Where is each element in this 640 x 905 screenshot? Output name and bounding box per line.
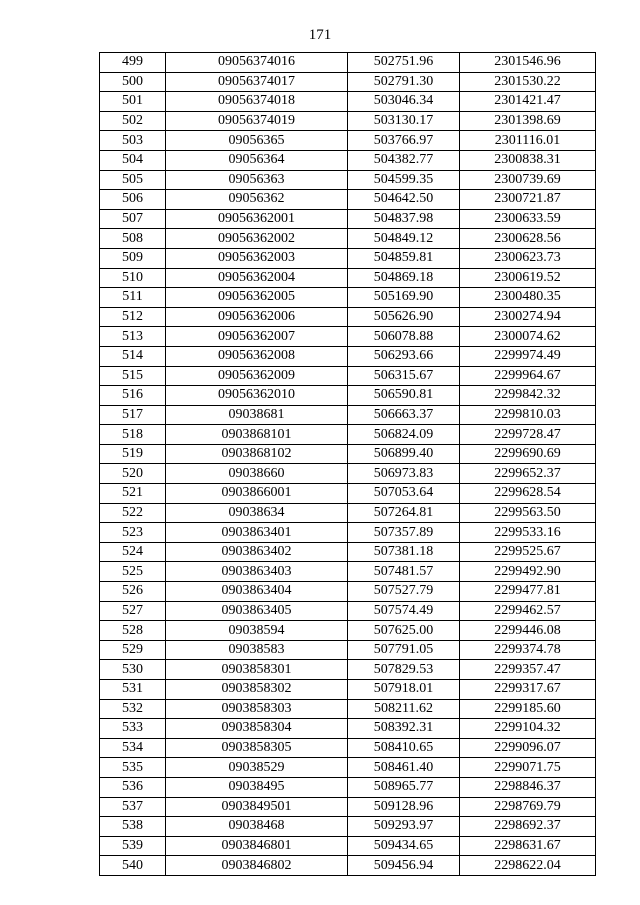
point-code-cell: 09056374018 [166, 92, 348, 112]
table-row [100, 131, 596, 151]
point-code-cell: 09056362004 [166, 268, 348, 288]
table-row [100, 601, 596, 621]
y-coordinate-cell: 2300074.62 [460, 327, 596, 347]
x-coordinate-cell: 508392.31 [348, 719, 460, 739]
row-index-cell: 507 [100, 209, 166, 229]
point-code-cell: 0903868101 [166, 425, 348, 445]
table-row [100, 758, 596, 778]
x-coordinate-cell: 502751.96 [348, 53, 460, 73]
x-coordinate-cell: 506899.40 [348, 444, 460, 464]
table-row [100, 738, 596, 758]
y-coordinate-cell: 2299563.50 [460, 503, 596, 523]
table-row [100, 53, 596, 73]
row-index-cell: 505 [100, 170, 166, 190]
point-code-cell: 09038468 [166, 817, 348, 837]
y-coordinate-cell: 2299104.32 [460, 719, 596, 739]
point-code-cell: 09038594 [166, 621, 348, 641]
row-index-cell: 500 [100, 72, 166, 92]
x-coordinate-cell: 507481.57 [348, 562, 460, 582]
point-code-cell: 09056362006 [166, 307, 348, 327]
y-coordinate-cell: 2299374.78 [460, 640, 596, 660]
y-coordinate-cell: 2299690.69 [460, 444, 596, 464]
table-row [100, 425, 596, 445]
y-coordinate-cell: 2299974.49 [460, 346, 596, 366]
table-row [100, 288, 596, 308]
x-coordinate-cell: 507918.01 [348, 680, 460, 700]
x-coordinate-cell: 507264.81 [348, 503, 460, 523]
y-coordinate-cell: 2299071.75 [460, 758, 596, 778]
x-coordinate-cell: 504859.81 [348, 248, 460, 268]
row-index-cell: 501 [100, 92, 166, 112]
point-code-cell: 0903849501 [166, 797, 348, 817]
row-index-cell: 534 [100, 738, 166, 758]
y-coordinate-cell: 2298622.04 [460, 856, 596, 876]
row-index-cell: 540 [100, 856, 166, 876]
y-coordinate-cell: 2299462.57 [460, 601, 596, 621]
row-index-cell: 539 [100, 836, 166, 856]
point-code-cell: 09056374019 [166, 111, 348, 131]
y-coordinate-cell: 2301530.22 [460, 72, 596, 92]
table-row [100, 660, 596, 680]
coordinates-table [99, 52, 596, 876]
table-body [100, 53, 596, 876]
x-coordinate-cell: 504849.12 [348, 229, 460, 249]
x-coordinate-cell: 504837.98 [348, 209, 460, 229]
x-coordinate-cell: 504642.50 [348, 190, 460, 210]
table-row [100, 464, 596, 484]
y-coordinate-cell: 2301421.47 [460, 92, 596, 112]
row-index-cell: 535 [100, 758, 166, 778]
y-coordinate-cell: 2299477.81 [460, 582, 596, 602]
row-index-cell: 514 [100, 346, 166, 366]
x-coordinate-cell: 507381.18 [348, 542, 460, 562]
y-coordinate-cell: 2299185.60 [460, 699, 596, 719]
y-coordinate-cell: 2300480.35 [460, 288, 596, 308]
point-code-cell: 09056362009 [166, 366, 348, 386]
point-code-cell: 09056362003 [166, 248, 348, 268]
table-row [100, 797, 596, 817]
x-coordinate-cell: 507625.00 [348, 621, 460, 641]
row-index-cell: 523 [100, 523, 166, 543]
point-code-cell: 09038529 [166, 758, 348, 778]
point-code-cell: 09056362005 [166, 288, 348, 308]
table-row [100, 680, 596, 700]
row-index-cell: 512 [100, 307, 166, 327]
table-row [100, 307, 596, 327]
table-row [100, 92, 596, 112]
x-coordinate-cell: 508211.62 [348, 699, 460, 719]
point-code-cell: 09056362 [166, 190, 348, 210]
x-coordinate-cell: 507053.64 [348, 484, 460, 504]
point-code-cell: 0903858304 [166, 719, 348, 739]
row-index-cell: 528 [100, 621, 166, 641]
x-coordinate-cell: 507357.89 [348, 523, 460, 543]
point-code-cell: 0903863405 [166, 601, 348, 621]
point-code-cell: 0903866001 [166, 484, 348, 504]
y-coordinate-cell: 2299446.08 [460, 621, 596, 641]
table-row [100, 229, 596, 249]
table-row [100, 111, 596, 131]
point-code-cell: 09056364 [166, 150, 348, 170]
x-coordinate-cell: 507791.05 [348, 640, 460, 660]
point-code-cell: 09056362007 [166, 327, 348, 347]
row-index-cell: 510 [100, 268, 166, 288]
point-code-cell: 0903846801 [166, 836, 348, 856]
row-index-cell: 538 [100, 817, 166, 837]
table-row [100, 777, 596, 797]
y-coordinate-cell: 2300628.56 [460, 229, 596, 249]
y-coordinate-cell: 2298769.79 [460, 797, 596, 817]
table-row [100, 523, 596, 543]
point-code-cell: 0903863402 [166, 542, 348, 562]
table-row [100, 386, 596, 406]
table-row [100, 621, 596, 641]
row-index-cell: 518 [100, 425, 166, 445]
point-code-cell: 0903858305 [166, 738, 348, 758]
point-code-cell: 09038660 [166, 464, 348, 484]
row-index-cell: 515 [100, 366, 166, 386]
row-index-cell: 508 [100, 229, 166, 249]
y-coordinate-cell: 2300739.69 [460, 170, 596, 190]
y-coordinate-cell: 2299533.16 [460, 523, 596, 543]
table-row [100, 366, 596, 386]
point-code-cell: 0903858303 [166, 699, 348, 719]
y-coordinate-cell: 2299492.90 [460, 562, 596, 582]
y-coordinate-cell: 2300721.87 [460, 190, 596, 210]
point-code-cell: 09038495 [166, 777, 348, 797]
x-coordinate-cell: 509128.96 [348, 797, 460, 817]
x-coordinate-cell: 506315.67 [348, 366, 460, 386]
x-coordinate-cell: 506824.09 [348, 425, 460, 445]
y-coordinate-cell: 2298692.37 [460, 817, 596, 837]
row-index-cell: 529 [100, 640, 166, 660]
y-coordinate-cell: 2300623.73 [460, 248, 596, 268]
x-coordinate-cell: 505169.90 [348, 288, 460, 308]
point-code-cell: 09056374016 [166, 53, 348, 73]
point-code-cell: 09056365 [166, 131, 348, 151]
point-code-cell: 09056362002 [166, 229, 348, 249]
point-code-cell: 0903863404 [166, 582, 348, 602]
x-coordinate-cell: 509434.65 [348, 836, 460, 856]
row-index-cell: 519 [100, 444, 166, 464]
y-coordinate-cell: 2299652.37 [460, 464, 596, 484]
row-index-cell: 506 [100, 190, 166, 210]
table-row [100, 640, 596, 660]
row-index-cell: 502 [100, 111, 166, 131]
y-coordinate-cell: 2301398.69 [460, 111, 596, 131]
point-code-cell: 09056362010 [166, 386, 348, 406]
row-index-cell: 537 [100, 797, 166, 817]
y-coordinate-cell: 2301546.96 [460, 53, 596, 73]
row-index-cell: 521 [100, 484, 166, 504]
row-index-cell: 530 [100, 660, 166, 680]
page-number: 171 [308, 27, 332, 43]
point-code-cell: 0903858301 [166, 660, 348, 680]
y-coordinate-cell: 2299628.54 [460, 484, 596, 504]
row-index-cell: 517 [100, 405, 166, 425]
point-code-cell: 09038634 [166, 503, 348, 523]
table-row [100, 856, 596, 876]
row-index-cell: 499 [100, 53, 166, 73]
x-coordinate-cell: 507527.79 [348, 582, 460, 602]
table-row [100, 817, 596, 837]
y-coordinate-cell: 2298846.37 [460, 777, 596, 797]
row-index-cell: 513 [100, 327, 166, 347]
y-coordinate-cell: 2299964.67 [460, 366, 596, 386]
table-row [100, 582, 596, 602]
y-coordinate-cell: 2300838.31 [460, 150, 596, 170]
x-coordinate-cell: 506663.37 [348, 405, 460, 425]
x-coordinate-cell: 509293.97 [348, 817, 460, 837]
table-row [100, 719, 596, 739]
point-code-cell: 0903863401 [166, 523, 348, 543]
y-coordinate-cell: 2300633.59 [460, 209, 596, 229]
y-coordinate-cell: 2299357.47 [460, 660, 596, 680]
table-row [100, 150, 596, 170]
table-row [100, 503, 596, 523]
y-coordinate-cell: 2299525.67 [460, 542, 596, 562]
y-coordinate-cell: 2301116.01 [460, 131, 596, 151]
y-coordinate-cell: 2300619.52 [460, 268, 596, 288]
row-index-cell: 527 [100, 601, 166, 621]
table-row [100, 562, 596, 582]
x-coordinate-cell: 503046.34 [348, 92, 460, 112]
x-coordinate-cell: 507829.53 [348, 660, 460, 680]
table-row [100, 405, 596, 425]
row-index-cell: 516 [100, 386, 166, 406]
table-row [100, 327, 596, 347]
row-index-cell: 511 [100, 288, 166, 308]
x-coordinate-cell: 506590.81 [348, 386, 460, 406]
y-coordinate-cell: 2299317.67 [460, 680, 596, 700]
y-coordinate-cell: 2300274.94 [460, 307, 596, 327]
x-coordinate-cell: 506293.66 [348, 346, 460, 366]
table-row [100, 72, 596, 92]
row-index-cell: 504 [100, 150, 166, 170]
point-code-cell: 0903858302 [166, 680, 348, 700]
row-index-cell: 536 [100, 777, 166, 797]
point-code-cell: 09056362001 [166, 209, 348, 229]
x-coordinate-cell: 508461.40 [348, 758, 460, 778]
x-coordinate-cell: 506078.88 [348, 327, 460, 347]
row-index-cell: 509 [100, 248, 166, 268]
y-coordinate-cell: 2299096.07 [460, 738, 596, 758]
table-row [100, 542, 596, 562]
point-code-cell: 0903868102 [166, 444, 348, 464]
y-coordinate-cell: 2299810.03 [460, 405, 596, 425]
x-coordinate-cell: 503766.97 [348, 131, 460, 151]
row-index-cell: 522 [100, 503, 166, 523]
table-row [100, 699, 596, 719]
table-row [100, 190, 596, 210]
point-code-cell: 0903846802 [166, 856, 348, 876]
table-row [100, 170, 596, 190]
point-code-cell: 09056374017 [166, 72, 348, 92]
x-coordinate-cell: 504599.35 [348, 170, 460, 190]
x-coordinate-cell: 503130.17 [348, 111, 460, 131]
x-coordinate-cell: 508410.65 [348, 738, 460, 758]
x-coordinate-cell: 506973.83 [348, 464, 460, 484]
x-coordinate-cell: 507574.49 [348, 601, 460, 621]
row-index-cell: 532 [100, 699, 166, 719]
table-row [100, 484, 596, 504]
x-coordinate-cell: 502791.30 [348, 72, 460, 92]
y-coordinate-cell: 2299728.47 [460, 425, 596, 445]
row-index-cell: 526 [100, 582, 166, 602]
x-coordinate-cell: 505626.90 [348, 307, 460, 327]
point-code-cell: 09038583 [166, 640, 348, 660]
y-coordinate-cell: 2298631.67 [460, 836, 596, 856]
row-index-cell: 520 [100, 464, 166, 484]
point-code-cell: 09038681 [166, 405, 348, 425]
table-row [100, 836, 596, 856]
table-row [100, 346, 596, 366]
table-row [100, 209, 596, 229]
x-coordinate-cell: 504382.77 [348, 150, 460, 170]
point-code-cell: 09056362008 [166, 346, 348, 366]
point-code-cell: 0903863403 [166, 562, 348, 582]
row-index-cell: 524 [100, 542, 166, 562]
x-coordinate-cell: 508965.77 [348, 777, 460, 797]
row-index-cell: 525 [100, 562, 166, 582]
y-coordinate-cell: 2299842.32 [460, 386, 596, 406]
row-index-cell: 503 [100, 131, 166, 151]
table-row [100, 444, 596, 464]
x-coordinate-cell: 509456.94 [348, 856, 460, 876]
point-code-cell: 09056363 [166, 170, 348, 190]
row-index-cell: 531 [100, 680, 166, 700]
row-index-cell: 533 [100, 719, 166, 739]
x-coordinate-cell: 504869.18 [348, 268, 460, 288]
table-row [100, 268, 596, 288]
table-row [100, 248, 596, 268]
